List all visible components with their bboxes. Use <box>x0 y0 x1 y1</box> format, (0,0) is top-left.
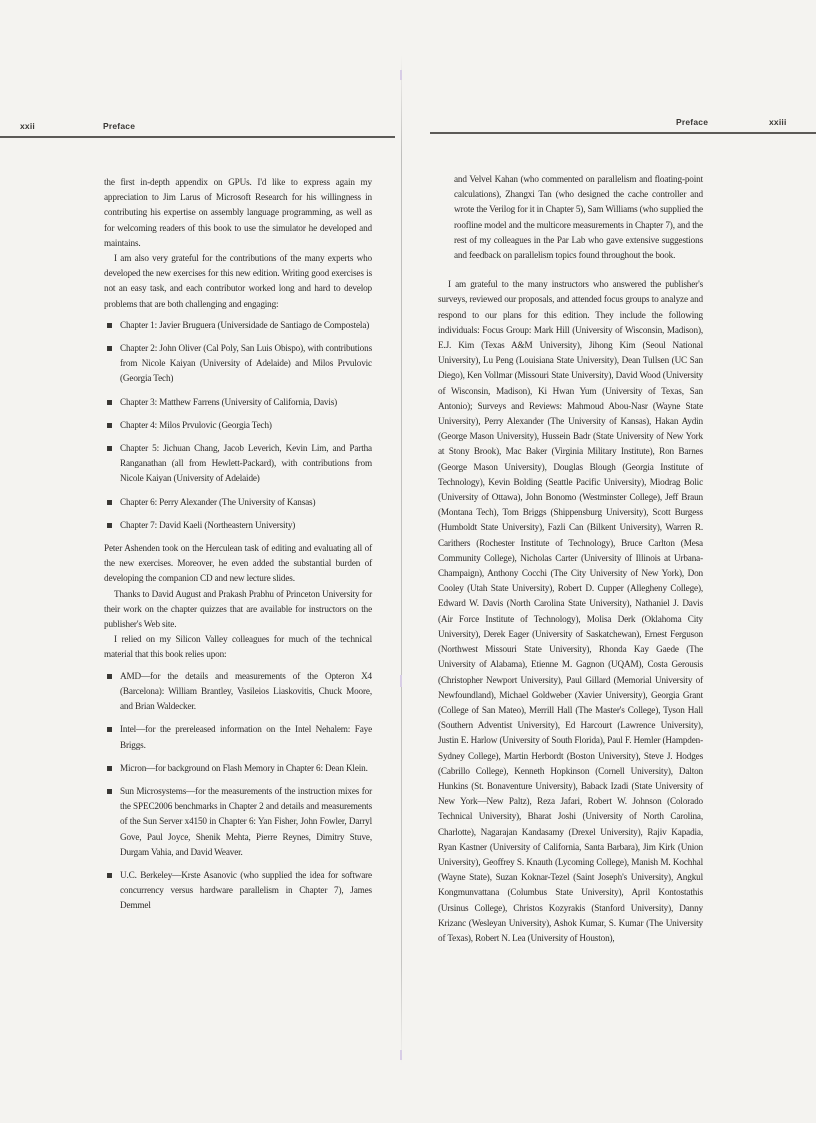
bullet-icon <box>107 323 112 328</box>
list-item: Intel—for the prereleased information on the Intel Nehalem: Faye Briggs. <box>104 722 372 752</box>
paragraph: the first in-depth appendix on GPUs. I'd like to express again my appreciation to Jim Larus of Microsoft Research for his willingness in contributing his expertise on assembly language programming, as well as for welcoming readers of this book to use the simulator he developed and maintains. <box>104 177 372 248</box>
list-item: U.C. Berkeley—Krste Asanovic (who supplied the idea for software concurrency versus hardware parallelism in Chapter 7), James Demmel <box>104 868 372 914</box>
bullet-icon <box>107 873 112 878</box>
list-item: Chapter 5: Jichuan Chang, Jacob Leverich, Kevin Lim, and Partha Ranganathan (all from Hewlett-Packard), with contributions from Nicole Kaiyan (University of Adelaide) <box>104 441 372 487</box>
bullet-icon <box>107 766 112 771</box>
bullet-icon <box>107 346 112 351</box>
page-number: xxiii <box>769 117 787 127</box>
paragraph: Thanks to David August and Prakash Prabhu of Princeton University for their work on the chapter quizzes that are available for instructors on the publisher's Web site. <box>104 588 372 630</box>
bullet-icon <box>107 727 112 732</box>
bullet-icon <box>107 789 112 794</box>
paragraph: I relied on my Silicon Valley colleagues for much of the technical material that this book relies upon: <box>104 634 372 660</box>
list-item: Sun Microsystems—for the measurements of the instruction mixes for the SPEC2006 benchmarks in Chapter 2 and details and measurements of the Sun Server x4150 in Chapter 6: Yan Fisher, John Fowler, Darryl Gove, Paul Joyce, Shenik Mehta, Pierre Reynes, Dimitry Stuve, Durgam Vahia, and David Weaver. <box>104 784 372 860</box>
header-rule <box>430 132 816 134</box>
paragraph: I am also very grateful for the contributions of the many experts who developed the new exercises for this new edition. Writing good exercises is not an easy task, and each contributor worked long and hard to develop problems that are both challenging and engaging: <box>104 253 372 309</box>
scan-mark <box>400 70 402 80</box>
list-item: Chapter 2: John Oliver (Cal Poly, San Luis Obispo), with contributions from Nicole Kaiyan (University of Adelaide) and Milos Prvulovic (Georgia Tech) <box>104 341 372 387</box>
scan-mark <box>400 675 402 687</box>
bullet-icon <box>107 674 112 679</box>
list-item: AMD—for the details and measurements of the Opteron X4 (Barcelona): William Brantley, Vasileios Liaskovitis, Chuck Moore, and Brian Waldecker. <box>104 669 372 715</box>
bullet-icon <box>107 523 112 528</box>
running-head: Preface <box>103 121 136 131</box>
page-number: xxii <box>20 121 35 131</box>
list-item: Chapter 6: Perry Alexander (The University of Kansas) <box>104 495 372 510</box>
left-column <box>104 175 372 922</box>
list-item-continued: and Velvel Kahan (who commented on parallelism and floating-point calculations), Zhangxi Tan (who designed the cache controller and wrote the Verilog for it in Chapter 5), Sam Williams (who supplied the roofline model and the multicore measurements in Chapter 7), and the rest of my colleagues in the Par Lab who gave extensive suggestions and feedback on parallelism topics found throughout the book. <box>454 174 703 261</box>
list-item: Chapter 1: Javier Bruguera (Universidade de Santiago de Compostela) <box>104 318 372 333</box>
scan-mark <box>400 1050 402 1060</box>
right-column <box>438 172 703 946</box>
bullet-icon <box>107 446 112 451</box>
running-head: Preface <box>676 117 709 127</box>
bullet-icon <box>107 423 112 428</box>
paragraph: Peter Ashenden took on the Herculean task of editing and evaluating all of the new exercises. Moreover, he even added the substantial burden of developing the companion CD and new lecture slides. <box>104 543 372 584</box>
bullet-icon <box>107 400 112 405</box>
bullet-icon <box>107 500 112 505</box>
paragraph: I am grateful to the many instructors who answered the publisher's surveys, reviewed our proposals, and attended focus groups to analyze and respond to our plans for this edition. They include the following individuals: Focus Group: Mark Hill (University of Wisconsin, Madison), E.J. Kim (Texas A&M University), Jihong Kim (Seoul National University), Lu Peng (Louisiana State University), Dean Tullsen (UC San Diego), Ken Vollmar (Missouri State University), David Wood (University of Wisconsin, Madison), Ki Hwan Yum (University of Texas, San Antonio); Surveys and Reviews: Mahmoud Abou-Nasr (Wayne State University), Perry Alexander (The University of Kansas), Hakan Aydin (George Mason University), Hussein Badr (State University of New York at Stony Brook), Mac Baker (Virginia Military Institute), Ron Barnes (George Mason University), Douglas Blough (Georgia Institute of Technology), Kevin Bolding (Seattle Pacific University), Miodrag Bolic (University of Ottawa), John Bonomo (Westminster College), Jeff Braun (Montana Tech), Tom Briggs (Shippensburg University), Scott Burgess (Humboldt State University), Fazli Can (Bilkent University), Warren R. Carithers (Rochester Institute of Technology), Bruce Carlton (Mesa Community College), Nicholas Carter (University of Illinois at Urbana-Champaign), Anthony Cocchi (The City University of New York), Don Cooley (Utah State University), Robert D. Cupper (Allegheny College), Edward W. Davis (North Carolina State University), Nathaniel J. Davis (Air Force Institute of Technology), Molisa Derk (Oklahoma City University), Derek Eager (University of Saskatchewan), Ernest Ferguson (Northwest Missouri State University), Rhonda Kay Gaede (The University of Alabama), Etienne M. Gagnon (UQAM), Costa Gerousis (Christopher Newport University), Paul Gillard (Memorial University of Newfoundland), Michael Goldweber (Xavier University), Georgia Grant (College of San Mateo), Merrill Hall (The Master's College), Tyson Hall (Southern Adventist University), Ed Harcourt (Lawrence University), Justin E. Harlow (University of South Florida), Paul F. Hemler (Hampden-Sydney College), Martin Herbordt (Boston University), Steve J. Hodges (Cabrillo College), Kenneth Hopkinson (Cornell University), Dalton Hunkins (St. Bonaventure University), Baback Izadi (State University of New York—New Paltz), Reza Jafari, Robert W. Johnson (Colorado Technical University), Bharat Joshi (University of North Carolina, Charlotte), Nagarajan Kandasamy (Drexel University), Rajiv Kapadia, Ryan Kastner (University of California, Santa Barbara), Jim Kirk (Union University), Geoffrey S. Knauth (Lycoming College), Manish M. Kochhal (Wayne State), Suzan Koknar-Tezel (Saint Joseph's University), Angkul Kongmunvattana (Columbus State University), April Kontostathis (Ursinus College), Christos Kozyrakis (Stanford University), Danny Krizanc (Wesleyan University), Ashok Kumar, S. Kumar (The University of Texas), Robert N. Lea (University of Houston), <box>438 279 703 943</box>
page-gutter <box>401 55 402 1065</box>
company-list <box>104 669 372 914</box>
list-item: Chapter 4: Milos Prvulovic (Georgia Tech) <box>104 418 372 433</box>
header-rule <box>0 136 395 138</box>
list-item: Micron—for background on Flash Memory in Chapter 6: Dean Klein. <box>104 761 372 776</box>
list-item: Chapter 3: Matthew Farrens (University of California, Davis) <box>104 395 372 410</box>
list-item: Chapter 7: David Kaeli (Northeastern University) <box>104 518 372 533</box>
contributor-list <box>104 318 372 533</box>
